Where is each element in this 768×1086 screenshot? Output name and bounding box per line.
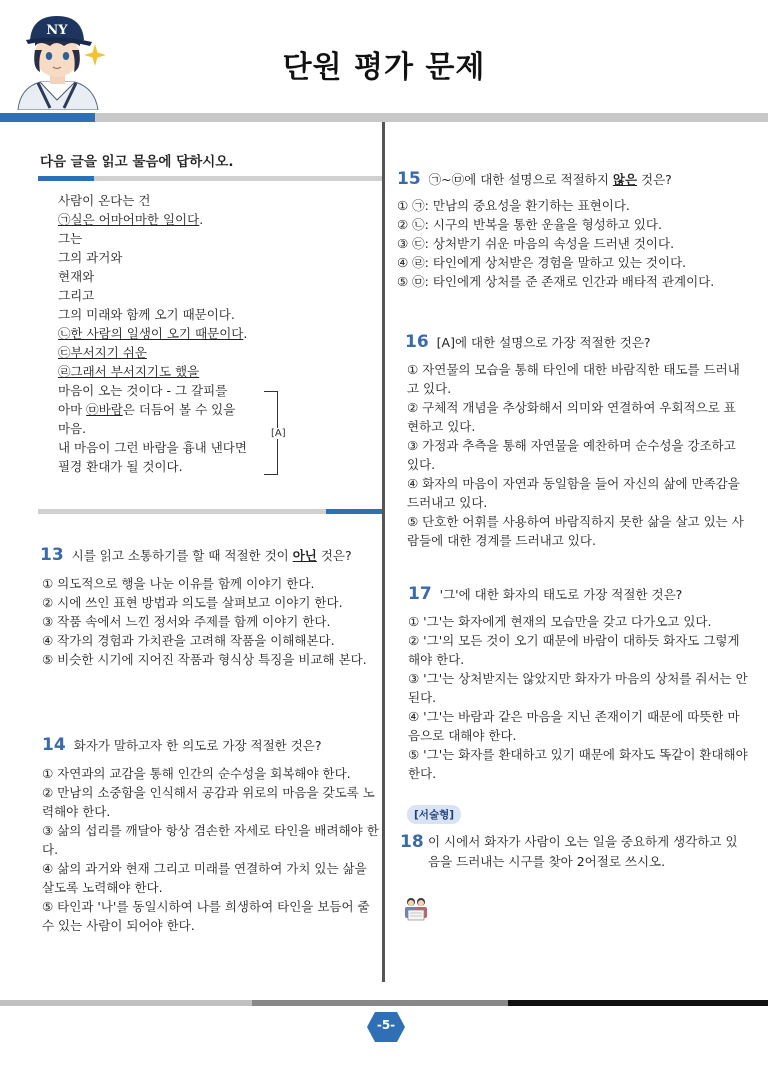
question-number: 13 — [40, 545, 64, 565]
answer-option: ① 자연물의 모습을 통해 타인에 대한 바람직한 태도를 드러내고 있다. — [407, 362, 740, 396]
answer-option: ③ 가정과 추측을 통해 자연물을 예찬하며 순수성을 강조하고 있다. — [407, 438, 736, 472]
footer-bar-dark — [508, 1000, 768, 1006]
header-rule — [95, 113, 768, 122]
answer-option: ② '그'의 모든 것이 오기 때문에 바람이 대하듯 화자도 그렇게 해야 한다. — [408, 633, 740, 667]
poem-line: ㉣그래서 부서지기도 했을 — [58, 364, 200, 379]
answer-option: ① ㉠: 만남의 중요성을 환기하는 표현이다. — [397, 198, 630, 213]
poem-passage — [58, 191, 288, 476]
footer-bar-light — [0, 1000, 252, 1006]
poem-line: 그는 — [58, 231, 83, 246]
answer-option: ② ㉡: 시구의 반복을 통한 운율을 형성하고 있다. — [397, 217, 662, 232]
answer-option: ④ ㉣: 타인에게 상처받은 경험을 말하고 있는 것이다. — [397, 255, 687, 270]
question-16-header — [405, 332, 651, 352]
question-17-header — [408, 584, 682, 604]
poem-line: 내 마음이 그런 바람을 흉내 낸다면 — [58, 440, 247, 455]
answer-option: ④ 작가의 경험과 가치관을 고려해 작품을 이해해본다. — [42, 633, 335, 648]
question-stem: '그'에 대한 화자의 태도로 가장 적절한 것은? — [439, 587, 683, 602]
poem-line: ㉠실은 어마어마한 일이다. — [58, 212, 204, 227]
answer-option: ③ ㉢: 상처받기 쉬운 마음의 속성을 드러낸 것이다. — [397, 236, 675, 251]
answer-option: ④ 화자의 마음이 자연과 동일함을 들어 자신의 삶에 만족감을 드러내고 있다. — [407, 476, 740, 510]
poem-line: ㉡한 사람의 일생이 오기 때문이다. — [58, 326, 248, 341]
question-14-options — [42, 764, 380, 935]
poem-line: 그의 과거와 — [58, 250, 123, 265]
answer-option: ③ 작품 속에서 느낀 정서와 주제를 함께 이야기 한다. — [42, 614, 331, 629]
header-accent-bar — [0, 113, 95, 122]
svg-text:NY: NY — [46, 23, 68, 38]
instruction-accent-bar — [38, 176, 94, 181]
answer-option: ④ '그'는 바람과 같은 마음을 지닌 존재이기 때문에 따뜻한 마음으로 대해야 한다. — [408, 709, 740, 743]
column-divider — [382, 122, 385, 982]
instruction-text: 다음 글을 읽고 물음에 답하시오. — [40, 154, 234, 170]
question-18-stem: 이 시에서 화자가 사람이 오는 일을 중요하게 생각하고 있음을 드러내는 시구를 찾아 2어절로 쓰시오. — [428, 834, 738, 869]
instruction-rule — [94, 176, 382, 181]
answer-option: ⑤ 타인과 '나'를 동일시하여 나를 희생하여 타인을 보듬어 줄 수 있는 사람이 되어야 한다. — [42, 899, 370, 933]
section-accent-bar — [326, 509, 382, 514]
question-15-header — [397, 169, 672, 189]
page-number: -5- — [376, 1018, 396, 1032]
answer-option: ① 의도적으로 행을 나눈 이유를 함께 이야기 한다. — [42, 576, 315, 591]
page-title: 단원 평가 문제 — [282, 50, 486, 85]
question-13-header — [40, 545, 352, 565]
question-13-options — [42, 574, 382, 669]
answer-option: ① '그'는 화자에게 현재의 모습만을 갖고 다가오고 있다. — [408, 614, 712, 629]
answer-option: ② 만남의 소중함을 인식해서 공감과 위로의 마음을 갖도록 노력해야 한다. — [42, 785, 375, 819]
question-stem: 시를 읽고 소통하기를 할 때 적절한 것이 아닌 것은? — [71, 548, 352, 563]
answer-option: ⑤ 단호한 어휘를 사용하여 바람직하지 못한 삶을 살고 있는 사람들에 대한 경계를 드러내고 있다. — [407, 514, 744, 548]
question-stem: 화자가 말하고자 한 의도로 가장 적절한 것은? — [73, 738, 322, 753]
question-16-options — [407, 360, 747, 550]
answer-option: ⑤ 비슷한 시기에 지어진 작품과 형식상 특징을 비교해 본다. — [42, 652, 367, 667]
answer-option: ④ 삶의 과거와 현재 그리고 미래를 연결하여 가치 있는 삶을 살도록 노력해야 한다. — [42, 861, 367, 895]
answer-option: ⑤ ㉤: 타인에게 상처를 준 존재로 인간과 배타적 관계이다. — [397, 274, 715, 289]
answer-option: ③ '그'는 상처받지는 않았지만 화자가 마음의 상처를 줘서는 안 된다. — [408, 671, 748, 705]
answer-option: ② 구체적 개념을 추상화해서 의미와 연결하여 우회적으로 표현하고 있다. — [407, 400, 736, 434]
question-stem: ㉠~㉤에 대한 설명으로 적절하지 않은 것은? — [428, 172, 672, 187]
answer-option: ⑤ '그'는 화자를 환대하고 있기 때문에 화자도 똑같이 환대해야 한다. — [408, 747, 748, 781]
poem-line: 필경 환대가 될 것이다. — [58, 459, 183, 474]
poem-line: 마음이 오는 것이다 - 그 갈피를 — [58, 383, 228, 398]
footer-bar-mid — [252, 1000, 508, 1006]
section-rule — [38, 509, 326, 514]
poem-line: ㉢부서지기 쉬운 — [58, 345, 147, 360]
question-17-options — [408, 612, 748, 783]
poem-line: 아마 ㉤바람은 더듬어 볼 수 있을 — [58, 402, 236, 417]
question-14-header — [42, 735, 322, 755]
essay-type-badge: [서술형] — [407, 805, 461, 824]
answer-option: ③ 삶의 섭리를 깨달아 항상 겸손한 자세로 타인을 배려해야 한다. — [42, 823, 379, 857]
bracket-label: [A] — [271, 428, 286, 439]
question-number: 16 — [405, 332, 429, 352]
question-stem: [A]에 대한 설명으로 가장 적절한 것은? — [436, 335, 651, 350]
question-18-number: 18 — [400, 832, 424, 852]
question-number: 17 — [408, 584, 432, 604]
question-number: 15 — [397, 169, 421, 189]
question-15-options — [397, 196, 752, 291]
question-number: 14 — [42, 735, 66, 755]
poem-line: 마음. — [58, 421, 87, 436]
poem-line: 그리고 — [58, 288, 95, 303]
answer-option: ② 시에 쓰인 표현 방법과 의도를 살펴보고 이야기 한다. — [42, 595, 343, 610]
poem-line: 사람이 온다는 건 — [58, 193, 151, 208]
poem-line: 그의 미래와 함께 오기 때문이다. — [58, 307, 235, 322]
writing-students-icon — [402, 895, 430, 923]
answer-option: ① 자연과의 교감을 통해 인간의 순수성을 회복해야 한다. — [42, 766, 351, 781]
poem-line: 현재와 — [58, 269, 95, 284]
